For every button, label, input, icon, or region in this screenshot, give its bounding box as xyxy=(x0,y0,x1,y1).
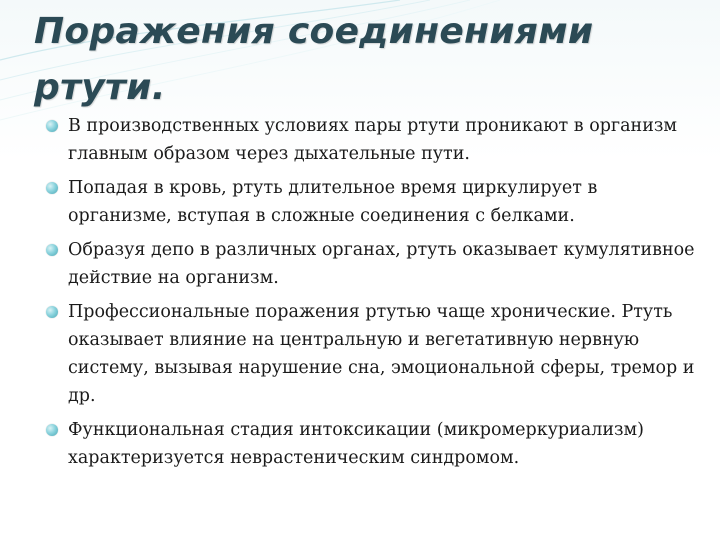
bullet-dot-icon xyxy=(46,306,58,318)
bullet-item xyxy=(48,174,696,230)
bullet-text: В производственных условиях пары ртути проникают в организм главным образом через дыхательные пути. xyxy=(68,116,678,164)
bullet-item xyxy=(48,236,696,292)
bullet-dot-icon xyxy=(46,120,58,132)
bullet-dot-icon xyxy=(46,182,58,194)
bullet-text: Попадая в кровь, ртуть длительное время циркулирует в организме, вступая в сложные соединения с белками. xyxy=(68,178,598,226)
bullet-text: Функциональная стадия интоксикации (микромеркуриализм) характеризуется неврастеническим синдромом. xyxy=(68,420,644,468)
bullet-dot-icon xyxy=(46,424,58,436)
bullet-text: Образуя депо в различных органах, ртуть оказывает кумулятивное действие на организм. xyxy=(68,240,695,288)
bullet-list xyxy=(48,112,696,478)
bullet-item xyxy=(48,298,696,410)
bullet-item xyxy=(48,112,696,168)
slide-title: Поражения соединениями ртути. xyxy=(34,11,594,108)
bullet-item xyxy=(48,416,696,472)
bullet-text: Профессиональные поражения ртутью чаще хронические. Ртуть оказывает влияние на центральную и вегетативную нервную систему, вызывая нарушение сна, эмоциональной сферы, тремор и др. xyxy=(68,302,695,406)
bullet-dot-icon xyxy=(46,244,58,256)
